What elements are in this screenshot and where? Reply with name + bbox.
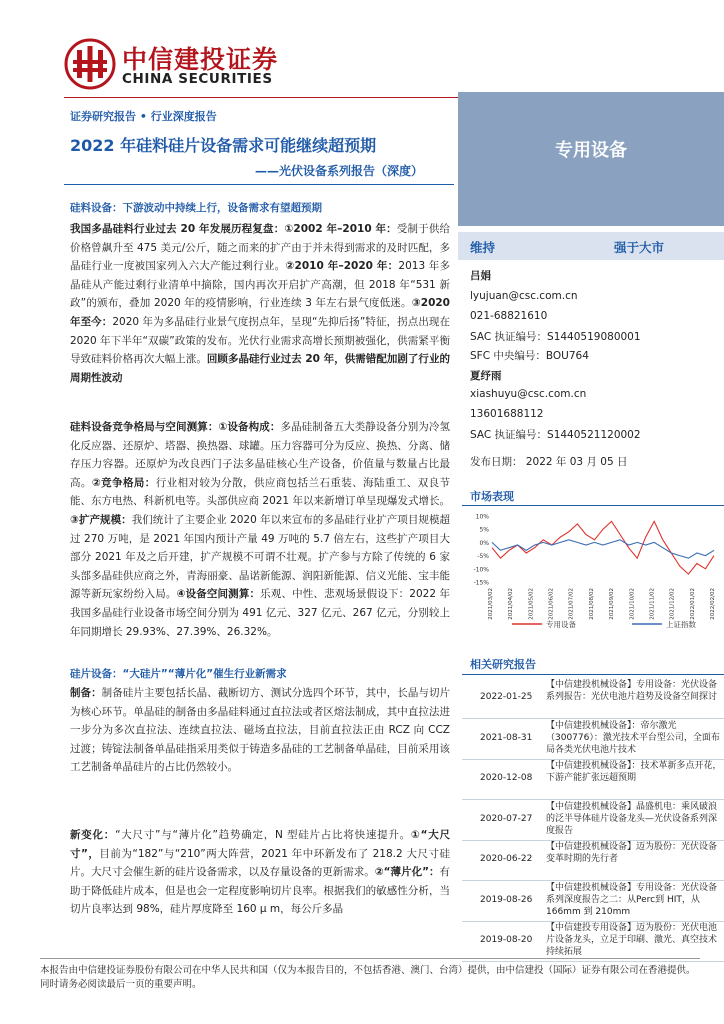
related-divider	[462, 674, 724, 675]
related-report-title: 【中信建投机械设备】晶盛机电：乘风破浪的泛半导体硅片设备龙头—光伏设备系列深度报告	[546, 801, 718, 836]
industry-name: 专用设备	[555, 140, 627, 161]
analyst-email[interactable]: xiashuyu@csc.com.cn	[470, 388, 587, 400]
market-performance-title: 市场表现	[470, 490, 514, 503]
series-line	[492, 521, 714, 574]
related-report-date: 2022-01-25	[480, 692, 533, 702]
analyst-name: 吕娟	[470, 270, 491, 282]
page-title: 2022 年硅料硅片设备需求可能继续超预期	[70, 136, 377, 155]
y-tick-label: -5%	[477, 553, 489, 561]
series-line	[492, 540, 714, 558]
related-report-title: 【中信建投机械设备】专用设备：光伏设备系列深度报告之二：从Perc到 HIT，从 166mm 到 210mm	[546, 882, 718, 917]
y-tick-label: -10%	[473, 566, 489, 574]
x-tick-label: 2021/03/02	[488, 588, 494, 620]
brand-name-cn: 中信建投证券	[122, 45, 279, 74]
analyst-name: 夏纾雨	[470, 370, 502, 382]
related-report-item[interactable]	[462, 759, 724, 800]
paragraph-new-changes: 新变化：“大尺寸”与“薄片化”趋势确定，N 型硅片占比将快速提升。①“大尺寸”，目前为“182”与“210”两大阵营，2021 年中环新发布了 218.2 大尺寸硅片。大尺寸会催生新的硅片设备需求，以及存量设备的更新需求。②“薄片化”：有助于降低硅片成本，但是也会一定程度影响切片良率。根据我们的敏感性分析，当切片良率达到 98%，硅片厚度降至 160 μ m，每公斤多晶	[70, 829, 451, 916]
x-tick-label: 2021/04/02	[508, 588, 515, 620]
rating-value: 强于大市	[614, 240, 665, 255]
related-report-item[interactable]	[462, 800, 724, 841]
title-divider	[64, 184, 454, 185]
rating-band	[458, 232, 724, 260]
related-report-date: 2019-08-26	[480, 894, 533, 905]
x-tick-label: 2021/09/02	[609, 588, 616, 620]
legend-label: 专用设备	[546, 620, 576, 629]
related-report-title: 【中信建投机械设备】专用设备：光伏设备系列报告：光伏电池片趋势及设备空间探讨	[546, 680, 718, 702]
legend-label: 上证指数	[666, 620, 696, 629]
x-tick-label: 2021/05/02	[528, 588, 535, 620]
related-report-title: 【中信建投专用设备】迈为股份：光伏电池片设备龙头，立足于印刷、激光、真空技术持续拓展	[546, 923, 718, 957]
related-report-date: 2020-07-27	[480, 813, 533, 824]
x-tick-label: 2021/12/02	[669, 588, 676, 620]
paragraph-wafer-preparation: 制备：制备硅片主要包括长晶、截断切方、测试分选四个环节，其中，长晶与切片为核心环节。单晶硅的制备由多晶硅料通过直拉法或者区熔法制成，其中直拉法进一步分为多次直拉法、连续直拉法、磁场直拉法，目前直拉法正由 RCZ 向 CCZ 过渡；铸锭法制备单晶硅指采用类似于铸造多晶硅的工艺制备单晶硅，目前采用该工艺制备单晶硅片的占比仍然较小。	[70, 687, 450, 774]
related-report-date: 2020-12-08	[480, 773, 533, 783]
related-report-item[interactable]	[462, 881, 724, 922]
x-tick-label: 2021/06/02	[548, 588, 555, 620]
related-report-title: 【中信建投机械设备】：技术革新多点开花，下游产能扩张远超预期	[546, 761, 722, 783]
rating-action: 维持	[470, 240, 496, 255]
x-tick-label: 2021/10/02	[629, 588, 636, 620]
analyst-sfc: SFC 中央编号：BOU764	[470, 350, 589, 362]
footer-disclaimer: 本报告由中信建投证券股份有限公司在中华人民共和国（仅为本报告目的，不包括香港、澳门、台湾）提供，由中信建投（国际）证券有限公司在香港提供。同时请务必阅读最后一页的重要声明。	[40, 965, 696, 990]
analyst-phone: 13601688112	[470, 408, 544, 420]
market-divider	[462, 505, 724, 506]
related-research-title: 相关研究报告	[470, 658, 536, 671]
x-tick-label: 2021/07/02	[568, 588, 575, 620]
x-tick-label: 2021/11/02	[649, 588, 656, 620]
footer-divider	[40, 958, 700, 959]
analyst-sac: SAC 执证编号：S1440519080001	[470, 331, 641, 343]
y-tick-label: 5%	[479, 526, 489, 534]
market-performance-chart	[470, 510, 720, 638]
related-report-date: 2019-08-20	[480, 935, 533, 945]
report-type: 证券研究报告 • 行业深度报告	[70, 110, 217, 123]
analyst-email[interactable]: lyujuan@csc.com.cn	[470, 290, 578, 302]
paragraph-competition-space: 硅料设备竞争格局与空间测算：①设备构成：多晶硅制备五大类静设备分别为冷氢化反应器、还原炉、塔器、换热器、球罐。压力容器可分为反应、换热、分离、储存压力容器。还原炉为改良西门子法多晶硅核心生产设备，价值量与数量占比最高。②竞争格局：行业相对较为分散，供应商包括兰石重装、海陆重工、双良节能、东方电热、科新机电等。头部供应商 2021 年以来新增订单呈现爆发式增长。③扩产规模：我们统计了主要企业 2020 年以来宣布的多晶硅行业扩产项目规模超过 270 万吨，是 2021 年国内预计产量 49 万吨的 5.7 倍左右，这些扩产项目大部分 2021 年及之后开建，扩产规模不可谓不壮观。扩产参与方除了传统的 6 家头部多晶硅供应商之外，青海丽豪、晶诺新能源、润阳新能源、信义光能、宝丰能源等新玩家纷纷入局。④设备空间测算：乐观、中性、悲观场景假设下：2022 年我国多晶硅行业设备市场空间分别为 491 亿元、327 亿元、267 亿元，分别较上年同期增长 29.93%、27.39%、26.32%。	[70, 421, 451, 638]
related-report-item[interactable]	[462, 921, 724, 962]
x-tick-label: 2022/02/02	[710, 588, 716, 620]
related-report-item[interactable]	[462, 840, 724, 881]
related-report-date: 2021-08-31	[480, 732, 533, 743]
y-tick-label: 0%	[479, 539, 489, 547]
brand-name-en: CHINA SECURITIES	[122, 71, 273, 87]
related-report-title: 【中信建投机械设备】迈为股份：光伏设备变革时期的先行者	[546, 842, 718, 864]
analyst-phone: 021-68821610	[470, 310, 548, 322]
x-tick-label: 2022/01/02	[689, 588, 696, 620]
section-heading-wafer: 硅片设备：“大硅片”“薄片化”催生行业新需求	[70, 668, 287, 680]
y-tick-label: 10%	[475, 513, 489, 521]
china-securities-logo-icon	[64, 38, 116, 90]
related-report-item[interactable]	[462, 678, 724, 719]
page-subtitle: ——光伏设备系列报告（深度）	[255, 164, 424, 178]
y-tick-label: -15%	[473, 579, 489, 587]
publish-date: 发布日期： 2022 年 03 月 05 日	[470, 456, 628, 468]
x-tick-label: 2021/08/02	[588, 588, 595, 620]
analyst-sac: SAC 执证编号：S1440521120002	[470, 429, 641, 441]
related-report-date: 2020-06-22	[480, 854, 533, 864]
related-report-item[interactable]	[462, 719, 724, 760]
paragraph-silicon-history: 我国多晶硅料行业过去 20 年发展历程复盘：①2002 年–2010 年：受制于供给价格曾飙升至 475 美元/公斤，随之而来的扩产由于并未得到需求的及时匹配，多晶硅行业一度被国家列入六大产能过剩行业。②2010 年–2020 年：2013 年多晶硅从产能过剩行业清单中摘除，国内再次开启扩产高潮，但 2018 年“531 新政”的颁布，叠加 2020 年的疫情影响，行业连续 3 年左右景气度低迷。③2020 年至今：2020 年为多晶硅行业景气度拐点年，呈现“先抑后扬”特征，拐点出现在 2020 年下半年“双碳”政策的发布。光伏行业需求高增长预期被强化，供需紧平衡导致硅料价格再次大幅上涨。回顾多晶硅行业过去 20 年，供需错配加剧了行业的周期性波动	[70, 223, 451, 384]
related-report-title: 【中信建投机械设备】：帝尔激光（300776）：激光技术平台型公司，全面布局各类光伏电池片技术	[546, 720, 720, 755]
section-heading-silicon-material: 硅料设备：下游波动中持续上行，设备需求有望超预期	[70, 202, 322, 214]
